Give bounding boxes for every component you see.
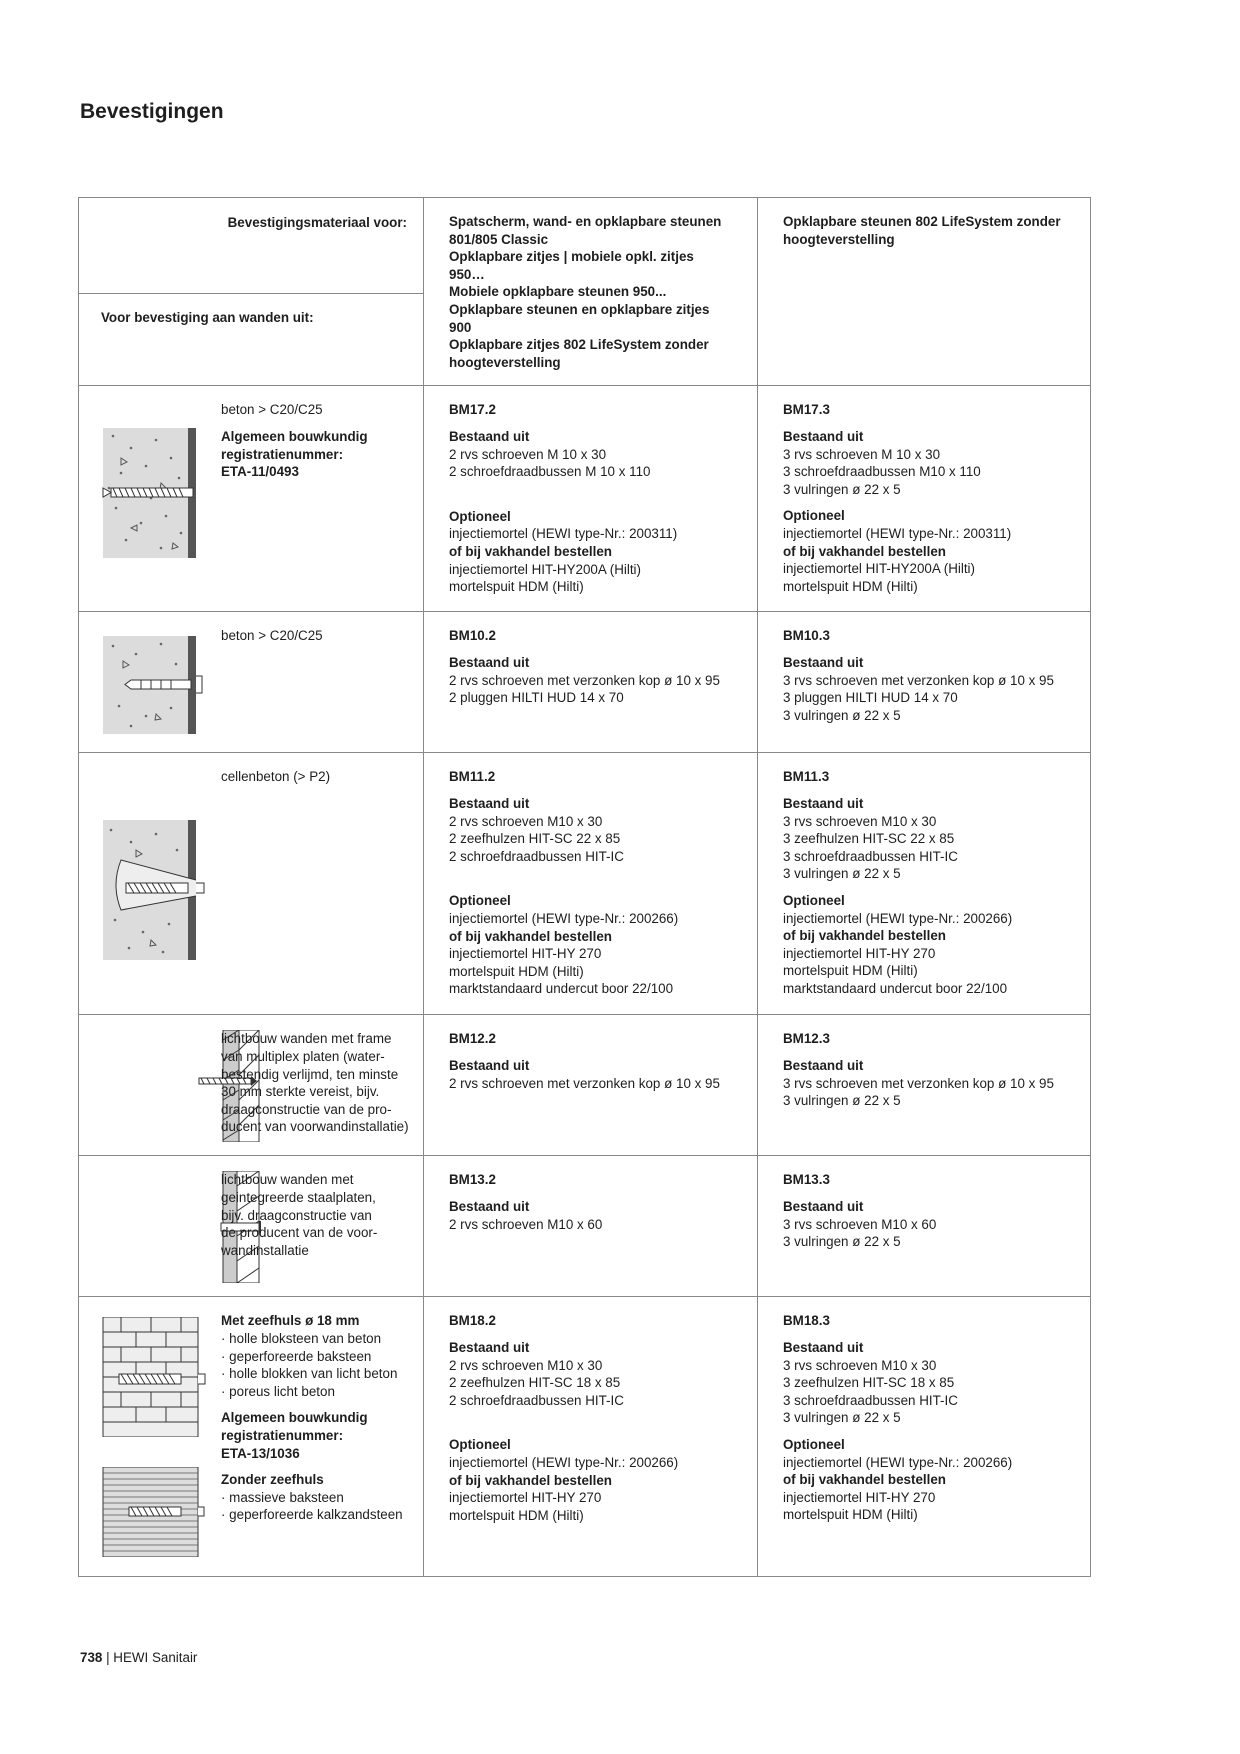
optional-label: Optioneel: [783, 892, 845, 908]
wall-type: lichtbouw wanden met frame: [221, 1031, 392, 1047]
bm10-3-cell: [758, 612, 1091, 753]
hollow-brick-diagram: [101, 1317, 211, 1437]
header-col3-line: hoogteverstelling: [783, 231, 895, 247]
optional-item: injectiemortel (HEWI type-Nr.: 200266): [449, 910, 679, 926]
consists-item: 3 rvs schroeven M10 x 30: [783, 1357, 937, 1373]
wall-type: · holle blokken van licht beton: [221, 1366, 398, 1382]
wall-type: beton > C20/C25: [221, 402, 323, 418]
order-label: of bij vakhandel bestellen: [783, 1472, 946, 1488]
optional-item: injectiemortel (HEWI type-Nr.: 200266): [783, 910, 1013, 926]
bm18-2-cell: [424, 1297, 758, 1577]
header-col2-line: Opklapbare steunen en opklapbare zitjes 900: [449, 301, 710, 335]
consists-item: 2 schroefdraadbussen M 10 x 110: [449, 464, 651, 480]
bm10-2-cell: [424, 612, 758, 753]
header-col2-line: hoogteverstelling: [449, 354, 561, 370]
product-code: BM11.2: [449, 769, 496, 785]
consists-item: 3 vulringen ø 22 x 5: [783, 1093, 901, 1109]
wall-type: lichtbouw wanden met: [221, 1172, 354, 1188]
order-label: of bij vakhandel bestellen: [783, 543, 946, 559]
consists-label: Bestaand uit: [449, 428, 530, 444]
wall-cell-row-2: [79, 753, 424, 1015]
optional-item: marktstandaard undercut boor 22/100: [449, 981, 674, 997]
wall-type: cellenbeton (> P2): [221, 769, 331, 785]
consists-label: Bestaand uit: [783, 428, 864, 444]
walls-label: Voor bevestiging aan wanden uit:: [101, 310, 314, 325]
optional-item: mortelspuit HDM (Hilti): [783, 578, 918, 594]
footer-brand: HEWI Sanitair: [113, 1650, 198, 1665]
header-col2-line: Opklapbare zitjes 802 LifeSystem zonder: [449, 337, 709, 353]
bm13-3-cell: [758, 1156, 1091, 1297]
bm13-2-cell: [424, 1156, 758, 1297]
optional-item: mortelspuit HDM (Hilti): [783, 963, 918, 979]
material-label: Bevestigingsmateriaal voor:: [79, 198, 423, 294]
wall-type: ducent van voorwandinstallatie): [221, 1119, 409, 1135]
wall-type: · holle bloksteen van beton: [221, 1330, 382, 1346]
consists-item: 3 vulringen ø 22 x 5: [783, 707, 901, 723]
bm12-2-cell: [424, 1015, 758, 1156]
optional-label: Optioneel: [449, 1437, 511, 1453]
header-col3-line: Opklapbare steunen 802 LifeSystem zonder: [783, 214, 1061, 229]
optional-label: Optioneel: [783, 1436, 845, 1452]
optional-item: marktstandaard undercut boor 22/100: [783, 980, 1008, 996]
consists-item: 3 pluggen HILTI HUD 14 x 70: [783, 690, 958, 706]
wall-note: registratienummer:: [221, 1427, 344, 1443]
bm17-3-cell: [758, 386, 1091, 612]
consists-item: 3 vulringen ø 22 x 5: [783, 481, 901, 497]
consists-item: 3 rvs schroeven met verzonken kop ø 10 x 95: [783, 672, 1054, 688]
header-col2-line: Mobiele opklapbare steunen 950...: [449, 284, 667, 300]
wall-cell-row-1: [79, 612, 424, 753]
header-col2-line: Spatscherm, wand- en opklapbare steunen: [449, 214, 722, 229]
wall-cell-row-3: [79, 1015, 424, 1156]
header-col2-line: 801/805 Classic: [449, 231, 549, 247]
optional-label: Optioneel: [783, 508, 845, 524]
product-code: BM10.3: [783, 628, 830, 644]
consists-item: 3 zeefhulzen HIT-SC 18 x 85: [783, 1375, 955, 1391]
page-title: Bevestigingen: [80, 100, 224, 123]
optional-item: injectiemortel (HEWI type-Nr.: 200266): [783, 1454, 1013, 1470]
consists-item: 2 rvs schroeven M10 x 30: [449, 1357, 603, 1373]
solid-brick-diagram: [101, 1467, 211, 1557]
optional-item: mortelspuit HDM (Hilti): [449, 1507, 584, 1523]
order-label: of bij vakhandel bestellen: [449, 543, 612, 559]
page-footer: [80, 1650, 197, 1665]
aerated-concrete-diagram: [101, 820, 261, 960]
wall-type: wandinstallatie: [221, 1242, 309, 1258]
consists-item: 2 zeefhulzen HIT-SC 22 x 85: [449, 831, 621, 847]
optional-item: injectiemortel (HEWI type-Nr.: 200266): [449, 1454, 679, 1470]
wall-type: beton > C20/C25: [221, 628, 323, 644]
optional-item: injectiemortel HIT-HY200A (Hilti): [783, 561, 975, 577]
fixings-table: [78, 197, 1091, 1577]
consists-label: Bestaand uit: [449, 1339, 530, 1355]
bm17-2-cell: [424, 386, 758, 612]
optional-item: injectiemortel (HEWI type-Nr.: 200311): [449, 526, 678, 542]
consists-label: Bestaand uit: [783, 1198, 864, 1214]
optional-item: mortelspuit HDM (Hilti): [449, 963, 584, 979]
wall-note: Algemeen bouwkundig: [221, 1410, 368, 1426]
consists-item: 2 rvs schroeven M 10 x 30: [449, 446, 607, 462]
product-code: BM17.3: [783, 402, 830, 418]
wall-cell-row-4: [79, 1156, 424, 1297]
product-code: BM18.2: [449, 1313, 496, 1329]
consists-item: 2 rvs schroeven met verzonken kop ø 10 x 95: [449, 672, 720, 688]
optional-label: Optioneel: [449, 508, 511, 524]
consists-item: 3 rvs schroeven M10 x 30: [783, 813, 937, 829]
wall-note: registratienummer:: [221, 446, 344, 462]
consists-item: 3 zeefhulzen HIT-SC 22 x 85: [783, 831, 955, 847]
consists-item: 2 schroefdraadbussen HIT-IC: [449, 848, 624, 864]
product-code: BM12.2: [449, 1031, 496, 1047]
wall-type: geintegreerde staalplaten,: [221, 1189, 376, 1205]
wall-note: ETA-11/0493: [221, 464, 299, 480]
optional-item: mortelspuit HDM (Hilti): [783, 1507, 918, 1523]
wall-type: · poreus licht beton: [221, 1383, 335, 1399]
product-code: BM10.2: [449, 628, 496, 644]
consists-label: Bestaand uit: [783, 1057, 864, 1073]
header-left-cell: [79, 198, 424, 386]
bm11-3-cell: [758, 753, 1091, 1015]
consists-label: Bestaand uit: [783, 1339, 864, 1355]
consists-item: 3 schroefdraadbussen HIT-IC: [783, 1392, 958, 1408]
consists-item: 3 vulringen ø 22 x 5: [783, 866, 901, 882]
consists-label: Bestaand uit: [783, 795, 864, 811]
wall-type: bijv. draagconstructie van: [221, 1207, 372, 1223]
consists-label: Bestaand uit: [449, 1057, 530, 1073]
consists-item: 3 rvs schroeven M10 x 60: [783, 1216, 937, 1232]
order-label: of bij vakhandel bestellen: [783, 928, 946, 944]
wall-type: · geperforeerde baksteen: [221, 1348, 372, 1364]
wall-type: · massieve baksteen: [221, 1489, 344, 1505]
wall-cell-row-5: [79, 1297, 424, 1577]
consists-item: 2 schroefdraadbussen HIT-IC: [449, 1392, 624, 1408]
optional-item: injectiemortel HIT-HY200A (Hilti): [449, 561, 641, 577]
consists-item: 3 schroefdraadbussen HIT-IC: [783, 848, 958, 864]
consists-label: Bestaand uit: [449, 795, 530, 811]
optional-item: injectiemortel HIT-HY 270: [783, 945, 936, 961]
wall-heading: Zonder zeefhuls: [221, 1472, 324, 1488]
consists-item: 3 rvs schroeven M 10 x 30: [783, 446, 941, 462]
footer-separator: |: [106, 1650, 110, 1665]
consists-item: 2 zeefhulzen HIT-SC 18 x 85: [449, 1375, 621, 1391]
product-code: BM17.2: [449, 402, 496, 418]
consists-item: 2 rvs schroeven met verzonken kop ø 10 x 95: [449, 1075, 720, 1091]
optional-item: injectiemortel HIT-HY 270: [449, 946, 602, 962]
concrete-plug-diagram: [101, 636, 261, 734]
wall-type: draagconstructie van de pro-: [221, 1101, 392, 1117]
optional-item: injectiemortel HIT-HY 270: [783, 1489, 936, 1505]
product-code: BM11.3: [783, 769, 830, 785]
consists-item: 2 pluggen HILTI HUD 14 x 70: [449, 690, 624, 706]
wall-cell-row-0: [79, 386, 424, 612]
consists-label: Bestaand uit: [783, 654, 864, 670]
consists-item: 2 rvs schroeven M10 x 60: [449, 1216, 603, 1232]
header-col3: [758, 198, 1091, 386]
wall-type: bestendig verlijmd, ten minste: [221, 1066, 399, 1082]
wall-note: ETA-13/1036: [221, 1445, 300, 1461]
consists-item: 3 vulringen ø 22 x 5: [783, 1410, 901, 1426]
optional-label: Optioneel: [449, 893, 511, 909]
wall-heading: Met zeefhuls ø 18 mm: [221, 1313, 360, 1329]
product-code: BM12.3: [783, 1031, 830, 1047]
optional-item: injectiemortel HIT-HY 270: [449, 1490, 602, 1506]
order-label: of bij vakhandel bestellen: [449, 928, 612, 944]
consists-label: Bestaand uit: [449, 1198, 530, 1214]
product-code: BM13.3: [783, 1172, 830, 1188]
consists-item: 3 schroefdraadbussen M10 x 110: [783, 464, 981, 480]
optional-item: injectiemortel (HEWI type-Nr.: 200311): [783, 525, 1012, 541]
order-label: of bij vakhandel bestellen: [449, 1472, 612, 1488]
page-number: 738: [80, 1650, 103, 1665]
optional-item: mortelspuit HDM (Hilti): [449, 579, 584, 595]
wall-type: de producent van de voor-: [221, 1225, 378, 1241]
header-col2: [424, 198, 758, 386]
bm18-3-cell: [758, 1297, 1091, 1577]
wall-note: Algemeen bouwkundig: [221, 428, 368, 444]
consists-item: 3 vulringen ø 22 x 5: [783, 1234, 901, 1250]
wall-type: · geperforeerde kalkzandsteen: [221, 1507, 403, 1523]
header-col2-line: Opklapbare zitjes | mobiele opkl. zitjes 950…: [449, 249, 694, 282]
product-code: BM18.3: [783, 1313, 830, 1329]
bm12-3-cell: [758, 1015, 1091, 1156]
wall-type: van multiplex platen (water-: [221, 1048, 385, 1064]
consists-label: Bestaand uit: [449, 654, 530, 670]
consists-item: 2 rvs schroeven M10 x 30: [449, 813, 603, 829]
wall-type: 30 mm sterkte vereist, bijv.: [221, 1084, 380, 1100]
bm11-2-cell: [424, 753, 758, 1015]
product-code: BM13.2: [449, 1172, 496, 1188]
consists-item: 3 rvs schroeven met verzonken kop ø 10 x 95: [783, 1075, 1054, 1091]
